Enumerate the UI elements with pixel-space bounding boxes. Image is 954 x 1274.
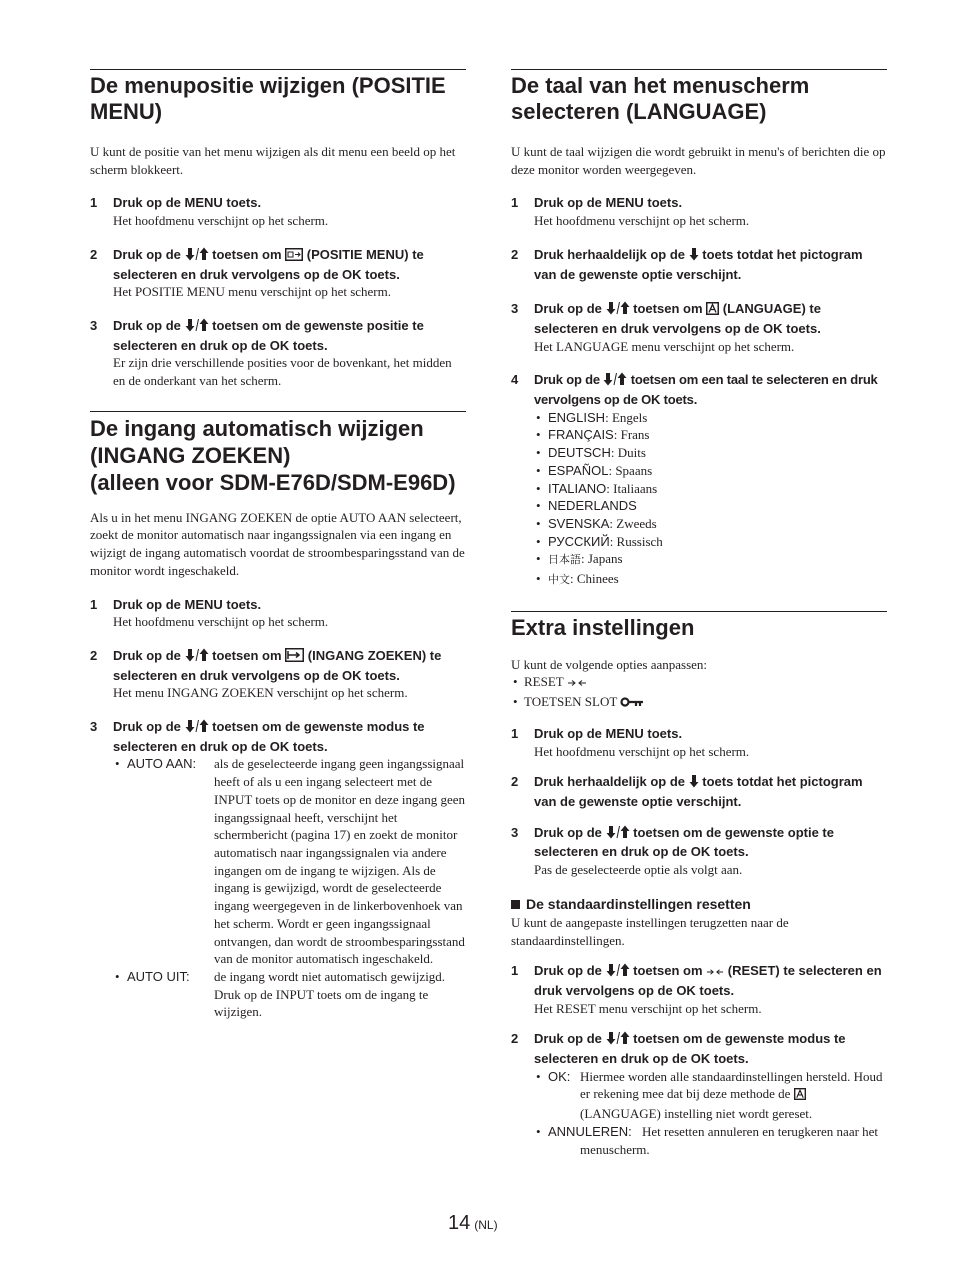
step-heading-text: toetsen om een taal te selecteren en druk vervolgens op de OK toets.: [534, 372, 878, 408]
down-up-arrow-icon: [606, 301, 630, 320]
language-name: DEUTSCH: [548, 445, 611, 461]
step-number: 1: [511, 195, 519, 211]
subsection-title: [511, 895, 887, 914]
step-heading: [534, 824, 887, 861]
language-translation: : Spaans: [608, 462, 653, 478]
step-body: Er zijn drie verschillende posities voor de bovenkant, het midden en de onderkant van het scherm.: [113, 355, 452, 389]
step-1: [90, 596, 466, 631]
step-number: 3: [90, 317, 98, 333]
right-column: [511, 69, 887, 1158]
step-heading-text: toets totdat het pictogram van de gewenste optie verschijnt.: [534, 774, 863, 809]
title-line: (INGANG ZOEKEN): [90, 442, 291, 468]
step-1: [511, 194, 887, 229]
language-name: ITALIANO: [548, 480, 607, 496]
step-heading-text: toetsen om: [633, 301, 703, 317]
down-arrow-icon: [689, 247, 699, 266]
list-item: [113, 968, 466, 1021]
language-item: [534, 550, 887, 570]
language-translation: : Chinees: [570, 571, 619, 587]
step-heading: [534, 246, 887, 283]
language-translation: : Japans: [581, 551, 623, 567]
subsection-title-text: De standaardinstellingen resetten: [526, 895, 751, 912]
subsection-reset: [511, 895, 887, 1158]
step-body: Pas de geselecteerde optie als volgt aan.: [534, 862, 743, 878]
down-up-arrow-icon: [185, 648, 209, 667]
step-2: [511, 246, 887, 283]
reset-mode-list: [534, 1068, 887, 1159]
step-body: Het hoofdmenu verschijnt op het scherm.: [534, 213, 750, 229]
step-heading: [534, 300, 887, 337]
section-title-input-search: [90, 411, 466, 496]
step-heading-text: (POSITIE MENU) te selecteren en druk vervolgens op de OK toets.: [113, 246, 424, 282]
language-name: ESPAÑOL: [548, 462, 609, 478]
step-heading: Druk op de MENU toets.: [534, 195, 683, 211]
term-description: [580, 1123, 887, 1158]
title-line: De ingang automatisch wijzigen: [90, 415, 424, 441]
step-heading-text: toetsen om: [212, 647, 282, 663]
step-heading-text: Druk op de: [534, 1031, 602, 1047]
step-body: Het hoofdmenu verschijnt op het scherm.: [113, 614, 329, 630]
list-item: [534, 1123, 887, 1158]
language-item: [534, 570, 887, 590]
down-up-arrow-icon: [606, 1031, 630, 1050]
step-number: 3: [90, 719, 98, 735]
step-heading-text: Druk op de: [534, 963, 602, 979]
step-number: 2: [511, 246, 519, 262]
term-label: • OK:: [548, 1068, 571, 1084]
term-description: als de geselecteerde ingang geen ingangssignaal heeft of als u een ingang selecteert met de INPUT toets op de monitor en deze ingang geen ingangssignaal heeft, verschijnt het schermbericht (pagina 17) en zoekt de monitor automatisch naar ingangssignalen via andere ingangen om de ingang te wijzigen. Als de ingang is gewijzigd, wordt de geselecteerde ingang weergegeven in de linkerbovenhoek van het scherm. Wordt er geen ingangssignaal ontvangen, dan wordt de stroombesparingsstand van de monitor automatisch ingeschakeld.: [214, 756, 466, 967]
language-translation: : Zweeds: [609, 515, 657, 531]
section-title-extra-settings: Extra instellingen: [511, 611, 887, 641]
square-bullet-icon: [511, 900, 520, 909]
language-item: [534, 409, 887, 427]
step-1: [90, 194, 466, 229]
step-3: [511, 824, 887, 879]
step-heading: [534, 773, 887, 810]
language-name: SVENSKA: [548, 515, 610, 531]
language-item: [534, 426, 887, 444]
step-number: 2: [90, 647, 98, 663]
left-column: [90, 69, 466, 1021]
step-heading: [534, 371, 887, 408]
step-heading-text: toetsen om de gewenste optie te selecteren en druk op de OK toets.: [534, 824, 834, 860]
step-body: Het hoofdmenu verschijnt op het scherm.: [534, 743, 750, 759]
option-label: RESET: [524, 674, 564, 690]
reset-icon: [706, 964, 724, 982]
down-up-arrow-icon: [185, 318, 209, 337]
step-heading-text: Druk op de: [534, 824, 602, 840]
step-4: [511, 371, 887, 589]
key-lock-icon: [620, 695, 644, 713]
step-body: Het hoofdmenu verschijnt op het scherm.: [113, 213, 329, 229]
step-2: [511, 773, 887, 810]
step-3: [511, 300, 887, 355]
step-heading-text: Druk op de: [113, 246, 181, 262]
language-name: FRANÇAIS: [548, 427, 614, 443]
term-label: • ANNULEREN:: [548, 1123, 632, 1139]
language-item: [534, 480, 887, 498]
down-up-arrow-icon: [606, 825, 630, 844]
page-language-code: (NL): [474, 1218, 498, 1232]
step-heading-text: (RESET) te selecteren en druk vervolgens op de OK toets.: [534, 963, 882, 998]
language-item: [534, 462, 887, 480]
language-translation: : Engels: [605, 409, 648, 425]
step-heading-text: Druk op de: [113, 317, 181, 333]
intro-extra-settings: U kunt de volgende opties aanpassen:: [511, 656, 708, 672]
subsection-intro: U kunt de aangepaste instellingen terugzetten naar de standaardinstellingen.: [511, 914, 789, 948]
language-translation: : Italiaans: [606, 480, 658, 496]
step-heading-text: (INGANG ZOEKEN) te selecteren en druk vervolgens op de OK toets.: [113, 647, 442, 683]
step-2: [511, 1030, 887, 1158]
step-heading: Druk op de MENU toets.: [534, 725, 683, 741]
step-heading: [113, 718, 466, 755]
language-icon: [706, 302, 719, 320]
term-label: • AUTO AAN:: [127, 756, 197, 772]
step-number: 4: [511, 372, 519, 388]
language-name: 中文: [548, 574, 570, 587]
language-item: [534, 444, 887, 462]
term-label: • AUTO UIT:: [127, 968, 190, 984]
step-heading-text: Druk herhaaldelijk op de: [534, 774, 685, 790]
term-description: de ingang wordt niet automatisch gewijzigd. Druk op de INPUT toets om de ingang te wijzigen.: [214, 968, 446, 1020]
step-number: 3: [511, 824, 519, 840]
step-heading-text: toetsen om de gewenste modus te selecteren en druk op de OK toets.: [113, 719, 425, 754]
step-heading: [113, 317, 466, 354]
step-heading-text: (LANGUAGE) te selecteren en druk vervolgens op de OK toets.: [534, 301, 821, 336]
intro-menu-position: U kunt de positie van het menu wijzigen als dit menu een beeld op het scherm blokkeert.: [90, 144, 456, 177]
step-body: Het menu INGANG ZOEKEN verschijnt op het scherm.: [113, 685, 408, 701]
step-number: 1: [511, 963, 519, 979]
down-up-arrow-icon: [606, 963, 630, 982]
step-heading: Druk op de MENU toets.: [113, 596, 262, 612]
language-translation: : Duits: [610, 445, 646, 461]
input-search-icon: [285, 648, 304, 667]
step-heading-text: toetsen om de gewenste positie te selecteren en druk op de OK toets.: [113, 317, 424, 353]
step-1: [511, 962, 887, 1017]
option-label: TOETSEN SLOT: [524, 694, 618, 710]
menu-position-icon: [285, 248, 303, 266]
step-heading-text: Druk op de: [534, 372, 600, 388]
language-item: [534, 515, 887, 533]
section-title-language: De taal van het menuscherm selecteren (LANGUAGE): [511, 69, 887, 125]
down-up-arrow-icon: [603, 372, 627, 391]
list-item: [113, 755, 466, 967]
term-description-text: (LANGUAGE) instelling niet wordt gereset.: [580, 1106, 813, 1122]
language-name: РУССКИЙ: [548, 533, 610, 549]
step-heading: [113, 647, 466, 684]
option-item: [511, 673, 887, 693]
intro-language: U kunt de taal wijzigen die wordt gebruikt in menu's of berichten die op deze monitor worden weergegeven.: [511, 144, 886, 177]
step-3: [90, 317, 466, 390]
title-line: (alleen voor SDM-E76D/SDM-E96D): [90, 469, 456, 495]
step-heading: [534, 1030, 887, 1067]
section-input-search: [90, 411, 466, 1021]
step-number: 2: [511, 774, 519, 790]
options-list: [511, 673, 887, 712]
step-heading-text: Druk herhaaldelijk op de: [534, 246, 685, 262]
step-heading: Druk op de MENU toets.: [113, 195, 262, 211]
step-heading: [113, 246, 466, 283]
page-number: [448, 1212, 498, 1235]
step-number: 1: [511, 725, 519, 741]
language-icon: [794, 1087, 806, 1105]
step-2: [90, 246, 466, 301]
step-number: 2: [90, 246, 98, 262]
section-language: [511, 69, 887, 590]
step-heading-text: toetsen om: [212, 246, 282, 262]
step-number: 1: [90, 596, 98, 612]
step-body: Het LANGUAGE menu verschijnt op het scherm.: [534, 338, 795, 354]
intro-input-search: Als u in het menu INGANG ZOEKEN de optie AUTO AAN selecteert, zoekt de monitor automatisch naar ingangssignalen via een ingang en wijzigt de ingang automatisch voordat de stroombesparingsstand van de monitor wordt ingeschakeld.: [90, 509, 465, 578]
mode-list: [113, 755, 466, 1021]
step-body: Het RESET menu verschijnt op het scherm.: [534, 1000, 762, 1016]
step-3: [90, 718, 466, 1021]
term-description-text: Hiermee worden alle standaardinstellingen hersteld. Houd er rekening mee dat bij deze methode de: [580, 1068, 883, 1102]
step-number: 2: [511, 1031, 519, 1047]
step-heading-text: toetsen om de gewenste modus te selecteren en druk op de OK toets.: [534, 1031, 846, 1067]
language-list: [534, 409, 887, 590]
step-heading-text: Druk op de: [534, 301, 602, 317]
down-up-arrow-icon: [185, 719, 209, 738]
term-description-text: Het resetten annuleren en terugkeren naar het menuscherm.: [580, 1123, 879, 1157]
step-number: 3: [511, 301, 519, 317]
language-translation: : Frans: [613, 427, 650, 443]
step-heading-text: toets totdat het pictogram van de gewenste optie verschijnt.: [534, 246, 863, 282]
option-item: [511, 693, 887, 713]
language-name: 日本語: [548, 554, 581, 567]
step-heading: [534, 962, 887, 999]
language-item: [534, 497, 887, 515]
down-arrow-icon: [689, 774, 699, 793]
step-number: 1: [90, 195, 98, 211]
step-heading-text: toetsen om: [633, 963, 703, 979]
section-title-menu-position: De menupositie wijzigen (POSITIE MENU): [90, 69, 466, 125]
section-extra-settings: [511, 611, 887, 1158]
step-body: Het POSITIE MENU menu verschijnt op het scherm.: [113, 284, 392, 300]
down-up-arrow-icon: [185, 247, 209, 266]
list-item: [534, 1068, 887, 1123]
language-translation: : Russisch: [609, 533, 663, 549]
step-heading-text: Druk op de: [113, 647, 181, 663]
language-name: ENGLISH: [548, 409, 606, 425]
term-description: [580, 1068, 887, 1123]
reset-icon: [567, 675, 587, 693]
language-item: [534, 533, 887, 551]
page-number-value: 14: [448, 1212, 471, 1234]
section-menu-position: [90, 69, 466, 390]
step-1: [511, 725, 887, 760]
language-name: NEDERLANDS: [548, 498, 637, 514]
step-2: [90, 647, 466, 702]
step-heading-text: Druk op de: [113, 719, 181, 735]
